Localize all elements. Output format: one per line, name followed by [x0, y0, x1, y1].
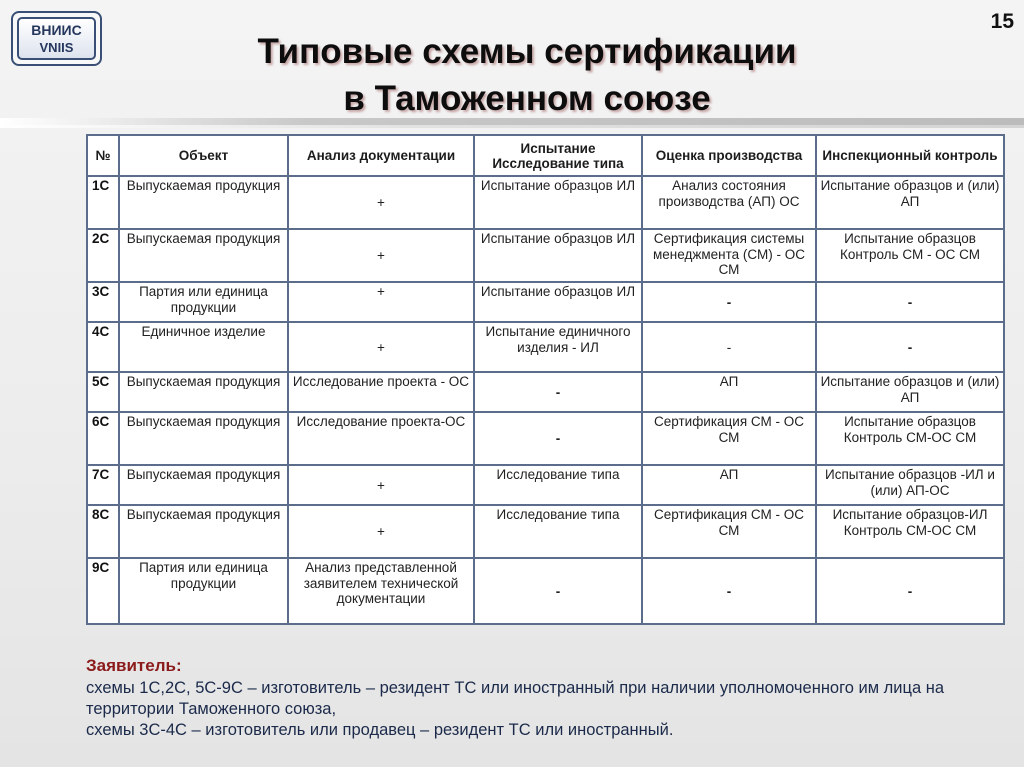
production-cell: - [642, 558, 816, 624]
scheme-number: 1С [87, 176, 119, 229]
scheme-number: 5С [87, 372, 119, 412]
scheme-number: 8С [87, 505, 119, 558]
table-row [87, 372, 1004, 412]
table-row [87, 229, 1004, 282]
inspection-cell: Испытание образцов и (или) АП [816, 176, 1004, 229]
scheme-number: 7С [87, 465, 119, 505]
object-cell: Выпускаемая продукция [119, 465, 288, 505]
table-row [87, 558, 1004, 624]
testing-cell: Испытание образцов ИЛ [474, 176, 642, 229]
table-row [87, 282, 1004, 322]
table-row [87, 322, 1004, 372]
production-cell: Сертификация системы менеджмента (СМ) - ОС СМ [642, 229, 816, 282]
production-cell: АП [642, 465, 816, 505]
production-cell: АП [642, 372, 816, 412]
header-doc-analysis: Анализ документации [288, 135, 474, 176]
table-row [87, 412, 1004, 465]
header-inspection-control: Инспекционный контроль [816, 135, 1004, 176]
doc-analysis-cell: + [288, 322, 474, 372]
inspection-cell: Испытание образцов и (или) АП [816, 372, 1004, 412]
scheme-number: 6С [87, 412, 119, 465]
inspection-cell: Испытание образцов Контроль СМ - ОС СМ [816, 229, 1004, 282]
object-cell: Единичное изделие [119, 322, 288, 372]
slide-title-line-2: в Таможенном союзе [343, 79, 711, 118]
testing-cell: Испытание образцов ИЛ [474, 282, 642, 322]
testing-cell: Исследование типа [474, 465, 642, 505]
slide-title-line-1: Типовые схемы сертификации [257, 32, 797, 71]
object-cell: Выпускаемая продукция [119, 176, 288, 229]
object-cell: Выпускаемая продукция [119, 229, 288, 282]
logo-text-ru: ВНИИС [31, 21, 82, 38]
doc-analysis-cell: + [288, 229, 474, 282]
applicant-notes [86, 654, 1006, 741]
doc-analysis-cell: Исследование проекта - ОС [288, 372, 474, 412]
production-cell: - [642, 282, 816, 322]
scheme-number: 9С [87, 558, 119, 624]
object-cell: Партия или единица продукции [119, 558, 288, 624]
header-testing: Испытание Исследование типа [474, 135, 642, 176]
header-number: № [87, 135, 119, 176]
applicant-note-1: схемы 1С,2С, 5С-9С – изготовитель – резидент ТС или иностранный при наличии уполномоченного им лица на территории Таможенного союза, [86, 679, 945, 718]
doc-analysis-cell: Анализ представленной заявителем технической документации [288, 558, 474, 624]
certification-schemes-table [86, 134, 1005, 625]
doc-analysis-cell: + [288, 465, 474, 505]
scheme-number: 4С [87, 322, 119, 372]
production-cell: - [642, 322, 816, 372]
doc-analysis-cell: Исследование проекта-ОС [288, 412, 474, 465]
header-production-assessment: Оценка производства [642, 135, 816, 176]
slide-number: 15 [990, 10, 1014, 33]
object-cell: Выпускаемая продукция [119, 372, 288, 412]
doc-analysis-cell: + [288, 505, 474, 558]
applicant-heading: Заявитель: [86, 656, 182, 675]
scheme-number: 3С [87, 282, 119, 322]
table-header-row [87, 135, 1004, 176]
testing-cell: Испытание образцов ИЛ [474, 229, 642, 282]
table-row [87, 465, 1004, 505]
logo-text-en: VNIIS [39, 39, 74, 55]
inspection-cell: - [816, 282, 1004, 322]
testing-cell: - [474, 372, 642, 412]
object-cell: Выпускаемая продукция [119, 505, 288, 558]
header-object: Объект [119, 135, 288, 176]
slide-title [120, 28, 934, 122]
doc-analysis-cell: + [288, 176, 474, 229]
production-cell: Сертификация СМ - ОС СМ [642, 505, 816, 558]
object-cell: Партия или единица продукции [119, 282, 288, 322]
testing-cell: - [474, 412, 642, 465]
inspection-cell: - [816, 558, 1004, 624]
object-cell: Выпускаемая продукция [119, 412, 288, 465]
scheme-number: 2С [87, 229, 119, 282]
title-divider [0, 118, 1024, 125]
inspection-cell: - [816, 322, 1004, 372]
production-cell: Сертификация СМ - ОС СМ [642, 412, 816, 465]
table-row [87, 176, 1004, 229]
production-cell: Анализ состояния производства (АП) ОС [642, 176, 816, 229]
table-row [87, 505, 1004, 558]
vniis-logo [11, 11, 102, 66]
inspection-cell: Испытание образцов Контроль СМ-ОС СМ [816, 412, 1004, 465]
inspection-cell: Испытание образцов -ИЛ и (или) АП-ОС [816, 465, 1004, 505]
testing-cell: Испытание единичного изделия - ИЛ [474, 322, 642, 372]
doc-analysis-cell: + [288, 282, 474, 322]
applicant-note-2: схемы 3С-4С – изготовитель или продавец – резидент ТС или иностранный. [86, 721, 674, 739]
inspection-cell: Испытание образцов-ИЛ Контроль СМ-ОС СМ [816, 505, 1004, 558]
testing-cell: Исследование типа [474, 505, 642, 558]
title-divider-shadow [0, 125, 1024, 128]
testing-cell: - [474, 558, 642, 624]
